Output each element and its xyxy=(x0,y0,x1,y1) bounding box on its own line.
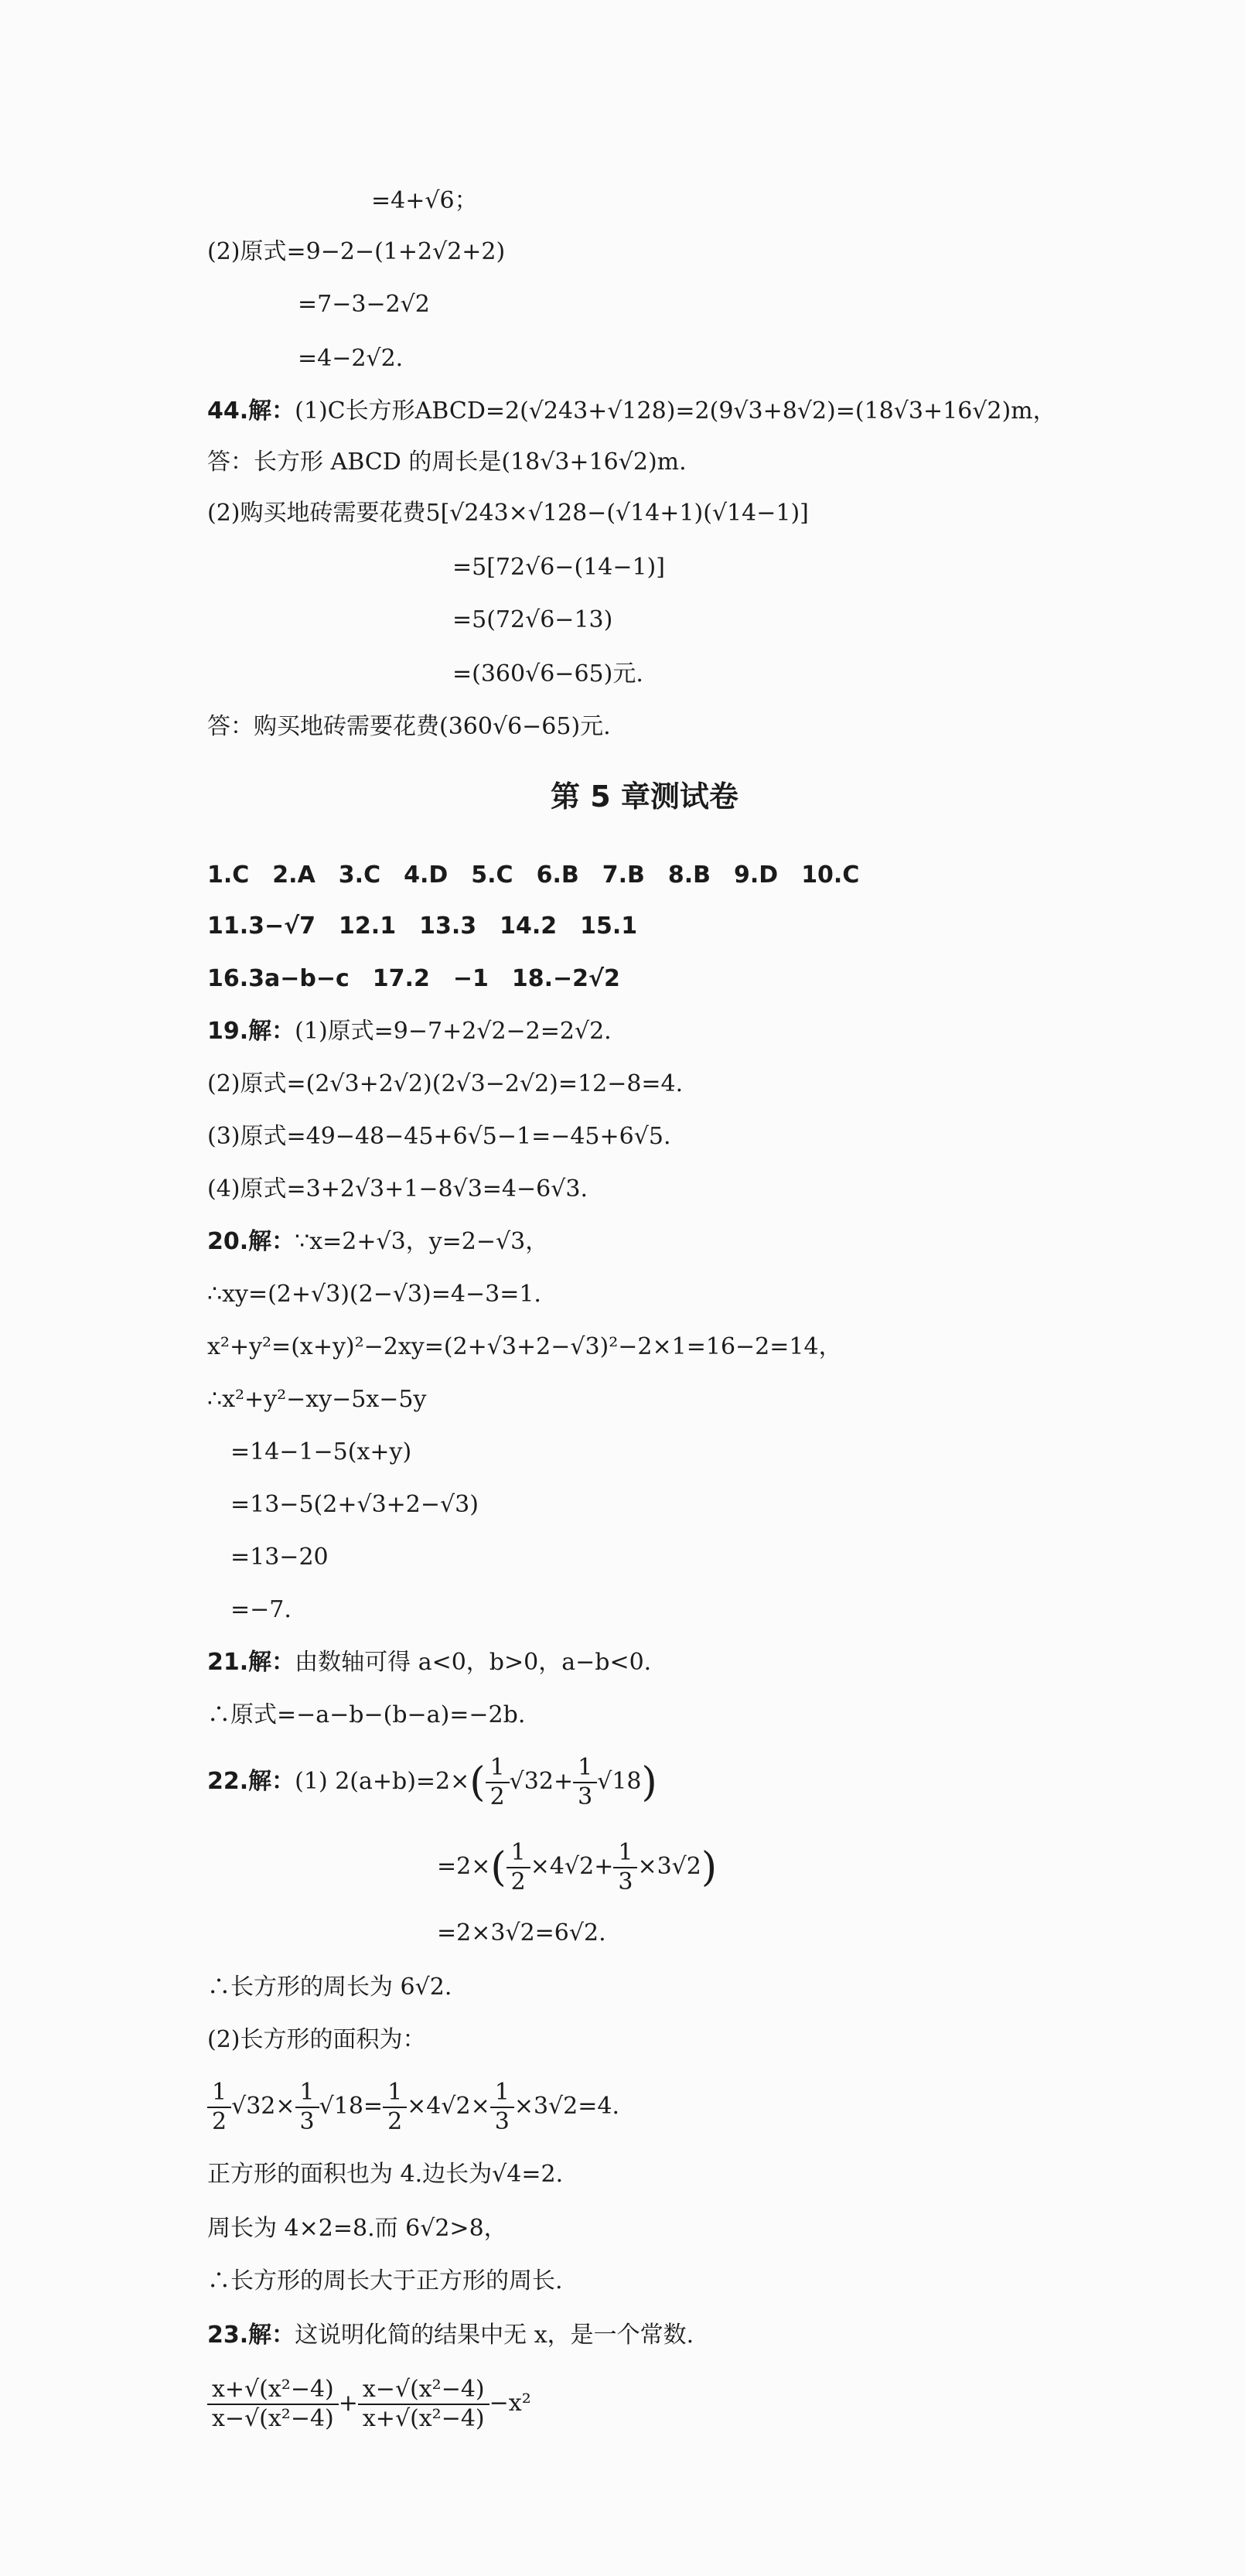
q20-line-6: =13−5(2+√3+2−√3) xyxy=(230,1491,479,1518)
prev-line-2: (2)原式=9−2−(1+2√2+2) xyxy=(207,238,506,265)
q19-line-3: (3)原式=49−48−45+6√5−1=−45+6√5. xyxy=(207,1123,671,1150)
fraction-half: $\frac{1}{2}$ xyxy=(486,1754,510,1811)
q20-label: 20.解： xyxy=(207,1228,295,1255)
answers-row-1: 1.C 2.A 3.C 4.D 5.C 6.B 7.B 8.B 9.D 10.C xyxy=(207,862,860,889)
q20-line-1: 20.解：∵x=2+√3，y=2−√3， xyxy=(207,1228,549,1255)
q21-label: 21.解： xyxy=(207,1649,295,1676)
q20-line-2: ∴xy=(2+√3)(2−√3)=4−3=1. xyxy=(207,1281,541,1308)
q21-line-1: 21.解：由数轴可得 a<0，b>0，a−b<0. xyxy=(207,1649,652,1676)
q44-line-6: =(360√6−65)元. xyxy=(452,660,643,688)
q19-line-1: 19.解：(1)原式=9−7+2√2−2=2√2. xyxy=(207,1018,612,1045)
q22-label: 22.解： xyxy=(207,1768,295,1795)
prev-line-1: =4+√6； xyxy=(371,187,478,214)
q23-expression: $\frac{\text{x+√(x²−4)}}{\text{x−√(x²−4)}}$ + $\frac{\text{x−√(x²−4)}}{\text{x+√(x²−4)}}$ −x² xyxy=(207,2376,531,2433)
q44-line-5: =5(72√6−13) xyxy=(452,606,613,633)
q20-line-7: =13−20 xyxy=(230,1544,329,1571)
q22-line-1: 22.解：(1) 2(a+b)=2×( $\frac{1}{2}$ √32+ $\frac{1}{3}$ √18) xyxy=(207,1754,657,1810)
q22-line-7: 正方形的面积也为 4.边长为√4=2. xyxy=(207,2161,564,2188)
q44-line-3: (2)购买地砖需要花费5[√243×√128−(√14+1)(√14−1)] xyxy=(207,500,809,527)
q20-line-5: =14−1−5(x+y) xyxy=(230,1438,412,1465)
chapter-title: 第 5 章测试卷 xyxy=(551,780,738,814)
q44-label: 44.解： xyxy=(207,397,295,425)
q23-fraction-2: $\frac{\text{x−√(x²−4)}}{\text{x+√(x²−4)}}$ xyxy=(358,2376,489,2433)
q19-line-2: (2)原式=(2√3+2√2)(2√3−2√2)=12−8=4. xyxy=(207,1070,684,1097)
q23-fraction-1: $\frac{\text{x+√(x²−4)}}{\text{x−√(x²−4)}}$ xyxy=(207,2376,339,2433)
q23-label: 23.解： xyxy=(207,2322,295,2349)
q22-line-4: ∴长方形的周长为 6√2. xyxy=(207,1974,452,2001)
q44-line-1: 44.解：(1)C长方形ABCD=2(√243+√128)=2(9√3+8√2)=(18√3+16√2)m， xyxy=(207,397,1056,425)
q22-line-5: (2)长方形的面积为： xyxy=(207,2026,426,2053)
q19-line-4: (4)原式=3+2√3+1−8√3=4−6√3. xyxy=(207,1175,588,1203)
q44-line-7: 答：购买地砖需要花费(360√6−65)元. xyxy=(207,713,611,740)
q19-label: 19.解： xyxy=(207,1018,295,1045)
q20-line-4: ∴x²+y²−xy−5x−5y xyxy=(207,1386,427,1413)
answers-row-3: 16.3a−b−c 17.2 −1 18.−2√2 xyxy=(207,965,620,992)
q20-line-8: =−7. xyxy=(230,1596,292,1623)
q22-line-6: $\frac{1}{2}$ √32× $\frac{1}{3}$ √18= $\frac{1}{2}$ ×4√2× $\frac{1}{3}$ ×3√2=4. xyxy=(207,2079,619,2136)
q44-line-2: 答：长方形 ABCD 的周长是(18√3+16√2)m. xyxy=(207,449,687,476)
fraction-third: $\frac{1}{3}$ xyxy=(613,1839,637,1896)
prev-line-4: =4−2√2. xyxy=(298,345,404,372)
q23-line-1: 23.解：这说明化简的结果中无 x，是一个常数. xyxy=(207,2322,694,2349)
fraction-third: $\frac{1}{3}$ xyxy=(573,1754,597,1811)
answers-row-2: 11.3−√7 12.1 13.3 14.2 15.1 xyxy=(207,913,638,940)
q22-line-3: =2×3√2=6√2. xyxy=(437,1919,606,1947)
q22-line-8: 周长为 4×2=8.而 6√2>8， xyxy=(207,2215,507,2242)
q22-line-2: =2×( $\frac{1}{2}$ ×4√2+ $\frac{1}{3}$ ×3√2) xyxy=(437,1839,718,1895)
q22-line-9: ∴长方形的周长大于正方形的周长. xyxy=(207,2267,563,2295)
fraction-half: $\frac{1}{2}$ xyxy=(507,1839,530,1896)
q20-line-3: x²+y²=(x+y)²−2xy=(2+√3+2−√3)²−2×1=16−2=14， xyxy=(207,1333,842,1360)
q44-line-4: =5[72√6−(14−1)] xyxy=(452,554,665,581)
prev-line-3: =7−3−2√2 xyxy=(298,291,430,318)
q21-line-2: ∴原式=−a−b−(b−a)=−2b. xyxy=(207,1701,526,1728)
